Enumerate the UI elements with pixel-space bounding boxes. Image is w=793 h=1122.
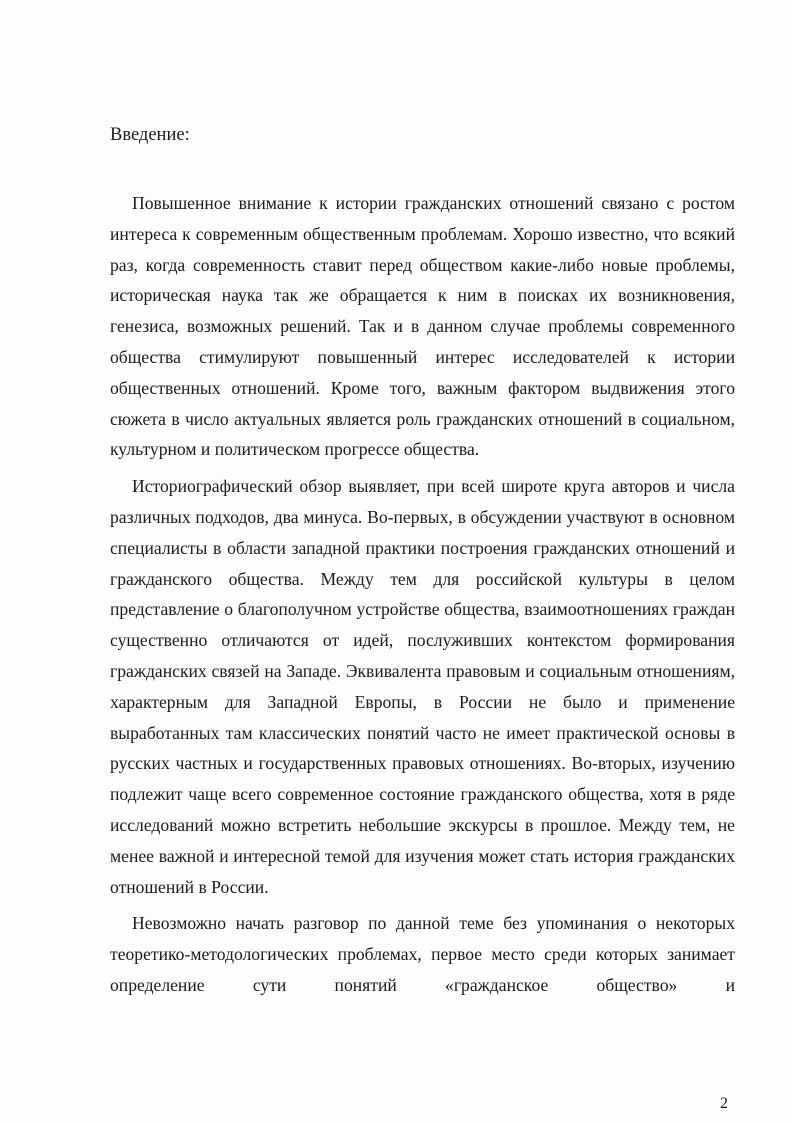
body-text — [110, 188, 735, 1001]
paragraph-1: Повышенное внимание к истории гражданских отношений связано с ростом интереса к современным общественным проблемам. Хорошо известно, что всякий раз, когда современность ставит перед обществом какие-либо новые проблемы, историческая наука так же обращается к ним в поисках их возникновения, генезиса, возможных решений. Так и в данном случае проблемы современного общества стимулируют повышенный интерес исследователей к истории общественных отношений. Кроме того, важным фактором выдвижения этого сюжета в число актуальных является роль гражданских отношений в социальном, культурном и политическом прогрессе общества. — [110, 193, 735, 460]
page-number: 2 — [720, 1095, 728, 1112]
paragraph-3: Невозможно начать разговор по данной теме без упоминания о некоторых теоретико-методологических проблемах, первое место среди которых занимает определение сути понятий «гражданское общество» и — [110, 913, 735, 995]
section-heading: Введение: — [110, 125, 190, 145]
paragraph-2: Историографический обзор выявляет, при всей широте круга авторов и числа различных подходов, два минуса. Во-первых, в обсуждении участвуют в основном специалисты в области западной практики построения гражданских отношений и гражданского общества. Между тем для российской культуры в целом представление о благополучном устройстве общества, взаимоотношениях граждан существенно отличаются от идей, послуживших контекстом формирования гражданских связей на Западе. Эквивалента правовым и социальным отношениям, характерным для Западной Европы, в России не было и применение выработанных там классических понятий часто не имеет практической основы в русских частных и государственных правовых отношениях. Во-вторых, изучению подлежит чаще всего современное состояние гражданского общества, хотя в ряде исследований можно встретить небольшие экскурсы в прошлое. Между тем, не менее важной и интересной темой для изучения может стать история гражданских отношений в России. — [110, 476, 735, 897]
